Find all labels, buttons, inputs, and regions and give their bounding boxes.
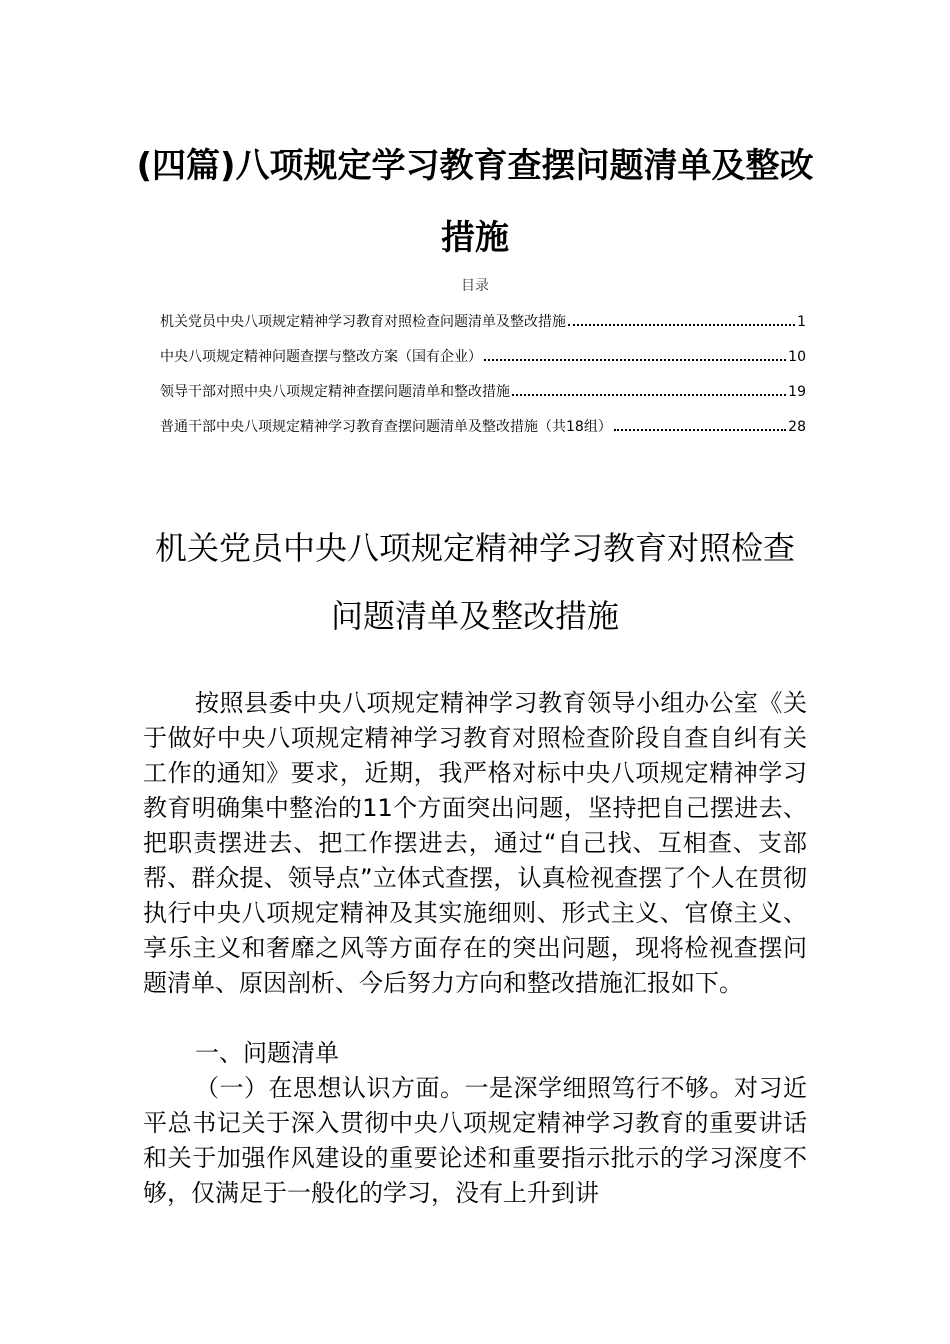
- toc-entry[interactable]: [160, 345, 806, 380]
- toc-entry-page: 1: [797, 314, 806, 330]
- toc-leader-dots: [484, 345, 786, 361]
- toc-heading: 目录: [461, 278, 489, 294]
- problem-paragraph: （一）在思想认识方面。一是深学细照笃行不够。对习近平总书记关于深入贯彻中央八项规定精神学习教育的重要讲话和关于加强作风建设的重要论述和重要指示批示的学习深度不够，仅满足于一般化的学习，没有上升到讲: [143, 1074, 807, 1207]
- toc-entry-title: 机关党员中央八项规定精神学习教育对照检查问题清单及整改措施: [160, 314, 566, 330]
- toc-leader-dots: [512, 380, 786, 396]
- toc-entry-page: 19: [788, 384, 806, 400]
- toc-entry-title: 中央八项规定精神问题查摆与整改方案（国有企业）: [160, 349, 482, 365]
- section-heading-problem-list: 一、问题清单: [195, 1039, 339, 1067]
- toc-leader-dots: [614, 415, 786, 431]
- toc-entry-page: 10: [788, 349, 806, 365]
- section-title: 机关党员中央八项规定精神学习教育对照检查问题清单及整改措施: [154, 529, 795, 635]
- toc-leader-dots: [568, 310, 795, 326]
- toc-entry-title: 普通干部中央八项规定精神学习教育查摆问题清单及整改措施（共18组）: [160, 419, 612, 435]
- document-main-title: (四篇)八项规定学习教育查摆问题清单及整改措施: [136, 146, 814, 258]
- toc-entry[interactable]: [160, 380, 806, 415]
- toc-entry-page: 28: [788, 419, 806, 435]
- toc-entry[interactable]: [160, 310, 806, 345]
- intro-paragraph: 按照县委中央八项规定精神学习教育领导小组办公室《关于做好中央八项规定精神学习教育对照检查阶段自查自纠有关工作的通知》要求，近期，我严格对标中央八项规定精神学习教育明确集中整治的11个方面突出问题，坚持把自己摆进去、把职责摆进去、把工作摆进去，通过“自己找、互相查、支部帮、群众提、领导点”立体式查摆，认真检视查摆了个人在贯彻执行中央八项规定精神及其实施细则、形式主义、官僚主义、享乐主义和奢靡之风等方面存在的突出问题，现将检视查摆问题清单、原因剖析、今后努力方向和整改措施汇报如下。: [143, 689, 807, 997]
- toc-entry-title: 领导干部对照中央八项规定精神查摆问题清单和整改措施: [160, 384, 510, 400]
- toc-entry[interactable]: [160, 415, 806, 450]
- table-of-contents: [160, 310, 806, 450]
